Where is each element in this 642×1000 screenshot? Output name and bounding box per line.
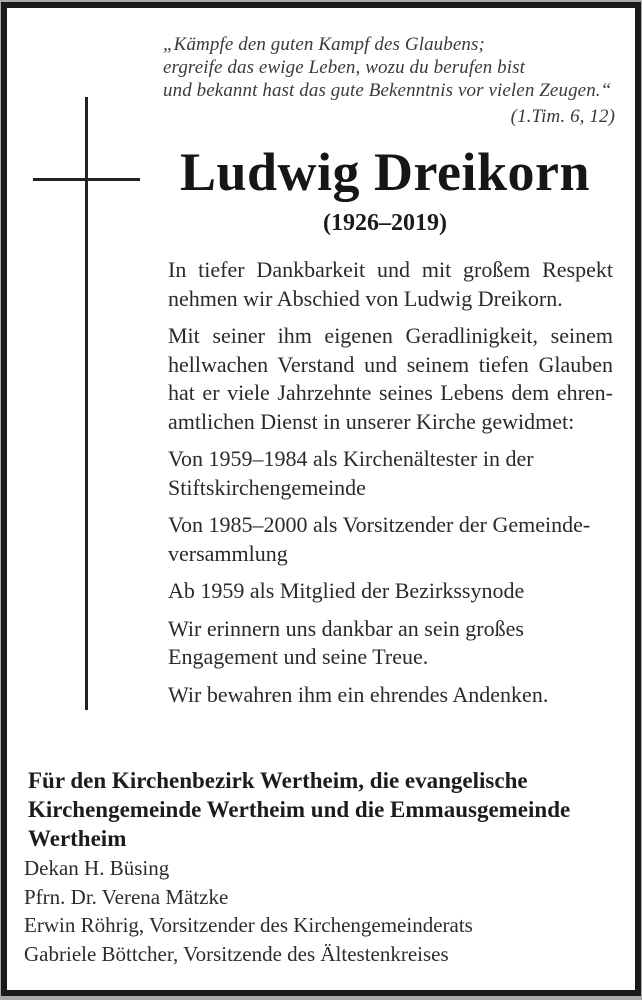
deceased-name: Ludwig Dreikorn [179, 142, 591, 202]
text-line: Ab 1959 als Mitglied der Bezirkssynode [168, 578, 525, 603]
text-line: Von 1985–2000 als Vorsitzender der Gemeinde- [168, 512, 591, 537]
quote-line: „Kämpfe den guten Kampf des Glaubens; [163, 34, 485, 55]
quote-reference: (1.Tim. 6, 12) [510, 106, 615, 127]
text-line: nehmen wir Abschied von Ludwig Dreikorn. [168, 285, 563, 311]
signer: Dekan H. Büsing [24, 856, 170, 880]
scripture-quote [163, 33, 615, 128]
text-line: Mit seiner ihm eigenen Geradlinigkeit, seinem [168, 323, 613, 348]
paragraph-tribute [168, 322, 613, 436]
organization-line: Kirchengemeinde Wertheim und die Emmausgemeinde [28, 797, 571, 822]
quote-line: ergreife das ewige Leben, wozu du berufen bist [163, 57, 526, 78]
paragraph-remembrance [168, 615, 613, 672]
paragraph-farewell [168, 256, 613, 313]
text-line: Wir erinnern uns dankbar an sein großes [168, 615, 524, 641]
signer: Erwin Röhrig, Vorsitzender des Kirchengemeinderats [24, 913, 473, 937]
signer-list [24, 854, 624, 968]
text-line: hellwachen Verstand und seinem tiefen Glauben [168, 351, 613, 377]
signer: Pfrn. Dr. Verena Mätzke [24, 884, 229, 909]
paragraph-service-3 [168, 577, 613, 606]
text-line: Stiftskirchengemeinde [168, 474, 366, 500]
text-line: hat er viele Jahrzehnte seines Lebens dem ehren- [168, 380, 613, 405]
paragraph-closing [168, 681, 613, 710]
paragraph-service-1 [168, 445, 613, 502]
organization-line: Für den Kirchenbezirk Wertheim, die evangelische [28, 768, 528, 793]
paragraph-service-2 [168, 511, 613, 568]
cross-horizontal-bar [33, 178, 140, 181]
text-line: In tiefer Dankbarkeit und mit großem Respekt [168, 257, 613, 282]
cross-vertical-bar [85, 97, 88, 710]
text-line: Wir bewahren ihm ein ehrendes Andenken. [168, 681, 549, 707]
signer: Gabriele Böttcher, Vorsitzende des Ältestenkreises [24, 941, 449, 966]
text-line: versammlung [168, 540, 288, 566]
life-years: (1926–2019) [323, 210, 447, 236]
notice-body [168, 256, 613, 718]
signing-organization [28, 766, 618, 853]
text-line: Von 1959–1984 als Kirchenältester in der [168, 446, 534, 471]
text-line: Engagement und seine Treue. [168, 644, 429, 669]
text-line: amtlichen Dienst in unserer Kirche gewidmet: [168, 408, 575, 434]
organization-line: Wertheim [28, 826, 127, 851]
quote-line: und bekannt hast das gute Bekenntnis vor vielen Zeugen.“ [163, 80, 612, 101]
